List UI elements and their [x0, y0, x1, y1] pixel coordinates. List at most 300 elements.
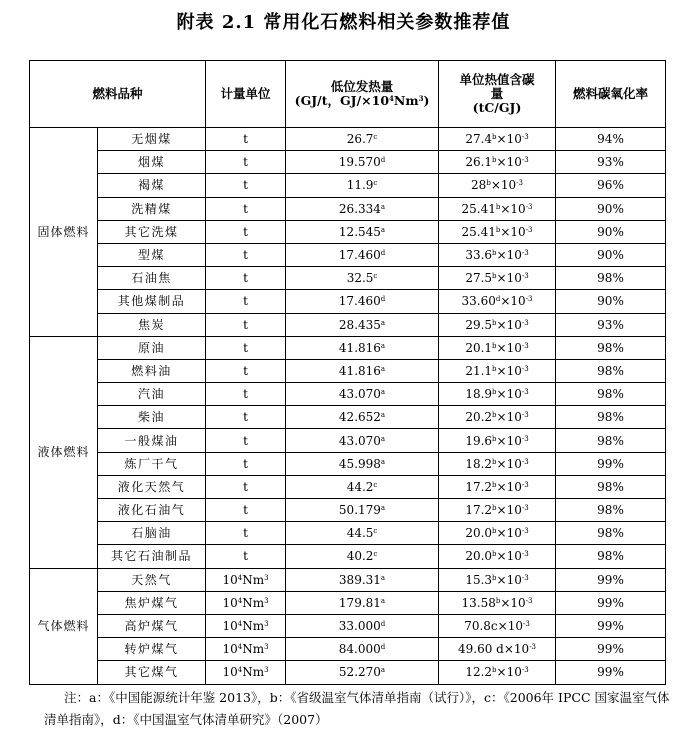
unit-value: t [243, 363, 248, 378]
cc-multiplier: ×10 [500, 294, 526, 309]
cc-exponent: -3 [521, 272, 529, 281]
cc-exponent: -3 [525, 596, 533, 605]
header-row [30, 61, 666, 128]
cc-multiplier: ×10 [500, 201, 526, 216]
oxidation-rate-cell: 99% [556, 638, 666, 661]
oxidation-rate-cell: 98% [556, 383, 666, 406]
ncv-cell [286, 591, 439, 614]
ncv-source: a [380, 504, 386, 513]
fuel-name-cell: 石油焦 [98, 267, 206, 290]
ncv-source: a [380, 364, 386, 373]
cc-value: 19.6 [465, 433, 493, 448]
ncv-source: a [380, 411, 386, 420]
unit-cell [206, 313, 286, 336]
ncv-source: c [373, 550, 378, 559]
fuel-name-cell: 液化石油气 [98, 499, 206, 522]
cc-multiplier: ×10 [496, 433, 522, 448]
ncv-cell [286, 545, 439, 568]
cc-multiplier: ×10 [496, 248, 522, 263]
cc-source: b [495, 596, 501, 605]
ncv-cell [286, 614, 439, 637]
ncv-source: c [373, 272, 378, 281]
cc-value: 20.2 [465, 410, 493, 425]
table-row [30, 452, 666, 475]
fuel-name-cell: 高炉煤气 [98, 614, 206, 637]
unit-value: t [243, 479, 248, 494]
table-row [30, 313, 666, 336]
ncv-cell [286, 243, 439, 266]
header-fuel: 燃料品种 [30, 61, 206, 128]
ncv-source: a [380, 388, 386, 397]
ncv-source: c [373, 179, 378, 188]
oxidation-rate-cell: 99% [556, 452, 666, 475]
ncv-cell [286, 174, 439, 197]
cc-exponent: -3 [521, 480, 529, 489]
ncv-source: a [380, 666, 386, 675]
unit-value: t [243, 294, 248, 309]
table-row [30, 614, 666, 637]
ncv-cell [286, 197, 439, 220]
carbon-content-cell [439, 383, 556, 406]
table-row [30, 475, 666, 498]
cc-value: 27.4 [465, 132, 493, 147]
ncv-cell [286, 267, 439, 290]
table-row [30, 243, 666, 266]
fuel-name-cell: 洗精煤 [98, 197, 206, 220]
cc-multiplier: ×10 [496, 340, 522, 355]
cc-value: 70.8c [464, 619, 498, 634]
cc-multiplier: ×10 [500, 224, 526, 239]
carbon-content-cell [439, 336, 556, 359]
table-row [30, 522, 666, 545]
fuel-name-cell: 烟煤 [98, 151, 206, 174]
fuel-name-cell: 无烟煤 [98, 128, 206, 151]
carbon-content-cell [439, 452, 556, 475]
fuel-parameter-table [29, 60, 666, 685]
ncv-cell [286, 290, 439, 313]
cc-multiplier: ×10 [496, 410, 522, 425]
cc-multiplier: ×10 [496, 387, 522, 402]
oxidation-rate-cell: 93% [556, 151, 666, 174]
cc-multiplier: ×10 [503, 642, 530, 657]
cc-value: 18.2 [465, 456, 493, 471]
table-row [30, 429, 666, 452]
ncv-source: d [380, 249, 386, 258]
oxidation-rate-cell: 99% [556, 568, 666, 591]
unit-value: t [243, 248, 248, 263]
carbon-content-cell [439, 313, 556, 336]
cc-multiplier: ×10 [496, 503, 522, 518]
ncv-value: 44.2 [346, 479, 374, 494]
ncv-value: 42.652 [338, 410, 381, 425]
cc-multiplier: ×10 [500, 595, 526, 610]
cc-value: 33.60 [461, 294, 496, 309]
cc-exponent: -3 [516, 179, 523, 188]
table-row [30, 499, 666, 522]
cc-multiplier: ×10 [496, 665, 522, 680]
cc-value: 27.5 [465, 271, 493, 286]
unit-cell [206, 267, 286, 290]
unit-exponent-2: 3 [264, 573, 269, 582]
cc-multiplier: ×10 [496, 363, 522, 378]
header-cc-line2: 量 [490, 86, 504, 101]
ncv-cell [286, 661, 439, 684]
cc-source: b [492, 527, 497, 536]
unit-exponent: 4 [237, 643, 243, 652]
table-row [30, 174, 666, 197]
unit-value: t [243, 340, 248, 355]
carbon-content-cell [439, 661, 556, 684]
unit-tail: Nm [242, 595, 265, 610]
cc-exponent: -3 [521, 388, 529, 397]
cc-source: b [492, 457, 497, 466]
ncv-cell [286, 429, 439, 452]
ncv-source: a [380, 573, 386, 582]
carbon-content-cell [439, 151, 556, 174]
carbon-content-cell [439, 638, 556, 661]
cc-multiplier: ×10 [496, 572, 522, 587]
unit-value: t [243, 410, 248, 425]
unit-cell [206, 591, 286, 614]
header-carbon-content [439, 61, 556, 128]
carbon-content-cell [439, 290, 556, 313]
cc-value: 15.3 [465, 572, 493, 587]
cc-multiplier: ×10 [496, 549, 522, 564]
table-row [30, 591, 666, 614]
cc-source: b [492, 272, 497, 281]
ncv-source: a [380, 457, 386, 466]
header-unit: 计量单位 [206, 61, 286, 128]
unit-cell [206, 220, 286, 243]
unit-value: 10 [222, 642, 238, 657]
cc-exponent: -3 [521, 133, 529, 142]
cc-source: d [495, 295, 501, 304]
table-row [30, 568, 666, 591]
cc-value: 21.1 [465, 363, 493, 378]
cc-exponent: -3 [521, 504, 529, 513]
ncv-cell [286, 475, 439, 498]
oxidation-rate-cell: 93% [556, 313, 666, 336]
table-row [30, 290, 666, 313]
cc-value: 17.2 [465, 503, 493, 518]
cc-source: b [492, 156, 497, 165]
ncv-source: d [380, 643, 386, 652]
unit-exponent-2: 3 [264, 596, 269, 605]
cc-multiplier: ×10 [496, 271, 522, 286]
fuel-name-cell: 转炉煤气 [98, 638, 206, 661]
table-row [30, 545, 666, 568]
fuel-name-cell: 液化天然气 [98, 475, 206, 498]
carbon-content-cell [439, 429, 556, 452]
ncv-value: 50.179 [338, 503, 381, 518]
ncv-source: c [373, 480, 378, 489]
ncv-cell [286, 522, 439, 545]
cc-exponent: -3 [521, 550, 529, 559]
cc-source: b [492, 434, 497, 443]
oxidation-rate-cell: 94% [556, 128, 666, 151]
fuel-name-cell: 天然气 [98, 568, 206, 591]
cc-source: b [492, 480, 497, 489]
unit-value: t [243, 456, 248, 471]
cc-exponent: -3 [521, 318, 529, 327]
cc-source: b [492, 388, 497, 397]
unit-cell [206, 452, 286, 475]
ncv-value: 17.460 [338, 248, 381, 263]
oxidation-rate-cell: 90% [556, 243, 666, 266]
unit-cell [206, 475, 286, 498]
unit-value: 10 [222, 619, 238, 634]
carbon-content-cell [439, 522, 556, 545]
unit-cell [206, 499, 286, 522]
cc-multiplier: ×10 [490, 178, 517, 193]
cc-source: b [492, 550, 497, 559]
unit-exponent-2: 3 [264, 666, 269, 675]
cc-exponent: -3 [525, 202, 533, 211]
carbon-content-cell [439, 614, 556, 637]
unit-cell [206, 406, 286, 429]
unit-value: t [243, 503, 248, 518]
table-body [30, 128, 666, 685]
ncv-cell [286, 452, 439, 475]
unit-tail: Nm [242, 572, 265, 587]
unit-cell [206, 290, 286, 313]
category-cell: 液体燃料 [30, 336, 98, 568]
unit-cell [206, 522, 286, 545]
unit-exponent: 4 [237, 596, 243, 605]
carbon-content-cell [439, 475, 556, 498]
cc-multiplier: ×10 [496, 317, 522, 332]
cc-value: 20.1 [465, 340, 493, 355]
cc-value: 18.9 [465, 387, 493, 402]
oxidation-rate-cell: 98% [556, 267, 666, 290]
ncv-source: d [380, 295, 386, 304]
cc-value: 12.2 [465, 665, 493, 680]
ncv-value: 32.5 [346, 271, 374, 286]
cc-source: b [492, 341, 497, 350]
table-row [30, 359, 666, 382]
cc-source: b [495, 202, 501, 211]
carbon-content-cell [439, 406, 556, 429]
unit-value: 10 [222, 572, 238, 587]
ncv-source: a [380, 341, 386, 350]
unit-cell [206, 151, 286, 174]
cc-exponent: -3 [522, 620, 530, 629]
table-row [30, 128, 666, 151]
oxidation-rate-cell: 98% [556, 359, 666, 382]
ncv-cell [286, 359, 439, 382]
cc-source: b [492, 318, 497, 327]
fuel-name-cell: 炼厂干气 [98, 452, 206, 475]
fuel-name-cell: 型煤 [98, 243, 206, 266]
ncv-source: d [380, 156, 386, 165]
oxidation-rate-cell: 99% [556, 661, 666, 684]
fuel-name-cell: 原油 [98, 336, 206, 359]
category-cell: 气体燃料 [30, 568, 98, 684]
oxidation-rate-cell: 98% [556, 336, 666, 359]
unit-exponent: 4 [237, 666, 243, 675]
carbon-content-cell [439, 359, 556, 382]
unit-value: t [243, 433, 248, 448]
ncv-value: 11.9 [346, 178, 374, 193]
unit-cell [206, 197, 286, 220]
unit-value: t [243, 271, 248, 286]
oxidation-rate-cell: 98% [556, 499, 666, 522]
oxidation-rate-cell: 99% [556, 591, 666, 614]
category-cell: 固体燃料 [30, 128, 98, 337]
fuel-name-cell: 焦炭 [98, 313, 206, 336]
cc-source: b [492, 504, 497, 513]
cc-source: b [486, 179, 491, 188]
fuel-name-cell: 石脑油 [98, 522, 206, 545]
cc-value: 25.41 [461, 201, 496, 216]
ncv-value: 19.570 [338, 155, 381, 170]
header-ncv-line1: 低位发热量 [330, 79, 394, 94]
ncv-source: c [373, 133, 378, 142]
ncv-value: 12.545 [338, 224, 381, 239]
table-row [30, 638, 666, 661]
ncv-source: a [380, 225, 386, 234]
footnote: 注：a：《中国能源统计年鉴 2013》，b：《省级温室气体清单指南（试行）》，c：《2006年 IPCC 国家温室气体清单指南》，d：《中国温室气体清单研究》（2007） [44, 690, 670, 727]
unit-value: t [243, 155, 248, 170]
table-row [30, 267, 666, 290]
oxidation-rate-cell: 96% [556, 174, 666, 197]
table-row [30, 336, 666, 359]
header-cc-line3: (tC/GJ) [472, 100, 522, 115]
ncv-source: a [380, 318, 386, 327]
cc-multiplier: ×10 [496, 479, 522, 494]
oxidation-rate-cell: 98% [556, 545, 666, 568]
cc-value: 20.0 [465, 549, 493, 564]
ncv-value: 33.000 [338, 619, 381, 634]
ncv-value: 43.070 [338, 433, 381, 448]
unit-cell [206, 614, 286, 637]
cc-exponent: -3 [521, 527, 529, 536]
fuel-name-cell: 柴油 [98, 406, 206, 429]
unit-cell [206, 359, 286, 382]
cc-source: b [492, 133, 497, 142]
carbon-content-cell [439, 174, 556, 197]
ncv-source: a [380, 202, 386, 211]
unit-cell [206, 638, 286, 661]
ncv-value: 26.334 [338, 201, 381, 216]
unit-cell [206, 568, 286, 591]
cc-exponent: -3 [521, 249, 529, 258]
cc-exponent: -3 [521, 364, 529, 373]
carbon-content-cell [439, 128, 556, 151]
ncv-value: 179.81 [338, 595, 381, 610]
unit-exponent: 4 [237, 620, 243, 629]
unit-cell [206, 128, 286, 151]
header-ncv [286, 61, 439, 128]
cc-source: b [492, 666, 497, 675]
cc-value: 13.58 [461, 595, 496, 610]
ncv-cell [286, 383, 439, 406]
cc-exponent: -3 [525, 225, 533, 234]
unit-cell [206, 545, 286, 568]
cc-value: 28 [471, 178, 487, 193]
cc-exponent: -3 [529, 643, 537, 652]
header-oxidation-rate: 燃料碳氧化率 [556, 61, 666, 128]
fuel-name-cell: 其它洗煤 [98, 220, 206, 243]
ncv-cell [286, 151, 439, 174]
ncv-value: 52.270 [338, 665, 381, 680]
unit-value: t [243, 224, 248, 239]
ncv-value: 389.31 [338, 572, 381, 587]
cc-value: 29.5 [465, 317, 493, 332]
table-row [30, 661, 666, 684]
cc-multiplier: ×10 [496, 155, 522, 170]
header-ncv-line2: (GJ/t，$GJ/\times 10^4Nm^3$) [294, 93, 430, 108]
ncv-value: 41.816 [338, 363, 381, 378]
ncv-cell [286, 568, 439, 591]
cc-exponent: -3 [521, 341, 529, 350]
ncv-value: 43.070 [338, 387, 381, 402]
table-row [30, 197, 666, 220]
carbon-content-cell [439, 197, 556, 220]
ncv-value: 44.5 [346, 526, 374, 541]
header-cc-line1: 单位热值含碳 [459, 72, 535, 87]
oxidation-rate-cell: 98% [556, 475, 666, 498]
unit-value: t [243, 526, 248, 541]
ncv-source: a [380, 596, 386, 605]
cc-multiplier: ×10 [497, 619, 523, 634]
unit-value: t [243, 132, 248, 147]
unit-value: t [243, 549, 248, 564]
ncv-source: a [380, 434, 386, 443]
cc-source: b [492, 249, 497, 258]
cc-value: 49.60 d [458, 642, 504, 657]
unit-tail: Nm [242, 619, 265, 634]
unit-value: t [243, 317, 248, 332]
carbon-content-cell [439, 545, 556, 568]
cc-value: 17.2 [465, 479, 493, 494]
fuel-name-cell: 汽油 [98, 383, 206, 406]
table-row [30, 406, 666, 429]
cc-multiplier: ×10 [496, 526, 522, 541]
ncv-value: 45.998 [338, 456, 381, 471]
unit-cell [206, 174, 286, 197]
fuel-name-cell: 褐煤 [98, 174, 206, 197]
cc-source: b [492, 364, 497, 373]
unit-cell [206, 243, 286, 266]
oxidation-rate-cell: 99% [556, 614, 666, 637]
carbon-content-cell [439, 499, 556, 522]
unit-value: 10 [222, 665, 238, 680]
cc-exponent: -3 [521, 573, 529, 582]
ncv-value: 84.000 [338, 642, 381, 657]
oxidation-rate-cell: 98% [556, 522, 666, 545]
ncv-value: 26.7 [346, 132, 374, 147]
carbon-content-cell [439, 243, 556, 266]
oxidation-rate-cell: 98% [556, 429, 666, 452]
ncv-cell [286, 336, 439, 359]
ncv-value: 17.460 [338, 294, 381, 309]
cc-value: 26.1 [465, 155, 493, 170]
ncv-cell [286, 128, 439, 151]
ncv-value: 28.435 [338, 317, 381, 332]
fuel-name-cell: 燃料油 [98, 359, 206, 382]
carbon-content-cell [439, 267, 556, 290]
cc-value: 20.0 [465, 526, 493, 541]
ncv-cell [286, 406, 439, 429]
fuel-name-cell: 其它石油制品 [98, 545, 206, 568]
oxidation-rate-cell: 90% [556, 197, 666, 220]
fuel-name-cell: 一般煤油 [98, 429, 206, 452]
carbon-content-cell [439, 220, 556, 243]
unit-cell [206, 383, 286, 406]
cc-source: b [492, 573, 497, 582]
ncv-cell [286, 638, 439, 661]
